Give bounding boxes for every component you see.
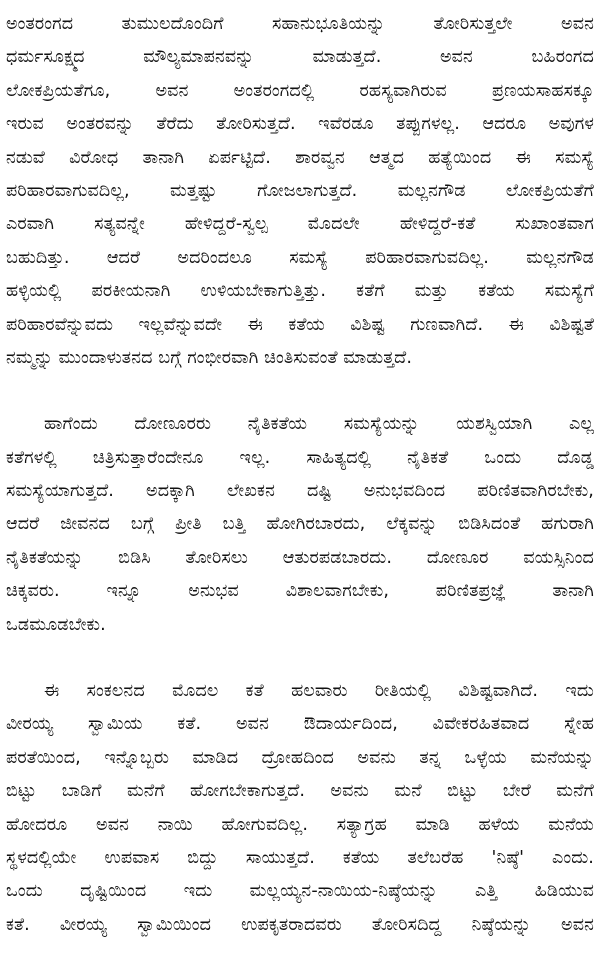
text-line: ಧರ್ಮಸೂಕ್ಷ್ಮದ ಮೌಲ್ಯಮಾಪನವನ್ನು ಮಾಡುತ್ತದೆ. ಅವನ ಬಹಿರಂಗದ: [6, 47, 594, 68]
text-line: ಒಡಮೂಡಬೇಕು.: [6, 614, 106, 635]
text-line: ಲೋಕಪ್ರಿಯತೆಗೂ, ಅವನ ಅಂತರಂಗದಲ್ಲಿ ರಹಸ್ಯವಾಗಿರುವ ಪ್ರಣಯಸಾಹಸಕ್ಕೂ: [6, 80, 594, 101]
paragraph-spacer: [6, 642, 594, 675]
text-line: ಹೋದರೂ ಅವನ ನಾಯಿ ಹೋಗುವದಿಲ್ಲ. ಸತ್ಯಾಗ್ರಹ ಮಾಡಿ ಹಳೆಯ ಮನೆಯ: [6, 814, 594, 835]
text-line: ಕತೆ. ವೀರಯ್ಯ ಸ್ವಾಮಿಯಿಂದ ಉಪಕೃತರಾದವರು ತೋರಿಸದಿದ್ದ ನಿಷ್ಠೆಯನ್ನು ಅವನ: [6, 914, 594, 935]
text-line: ಆದರೆ ಜೀವನದ ಬಗ್ಗೆ ಪ್ರೀತಿ ಬತ್ತಿ ಹೋಗಿರಬಾರದು, ಲೆಕ್ಕವನ್ನು ಬಿಡಿಸಿದಂತೆ ಹಗುರಾಗಿ: [6, 514, 594, 535]
text-line: ನೈತಿಕತೆಯನ್ನು ಬಿಡಿಸಿ ತೋರಿಸಲು ಆತುರಪಡಬಾರದು. ದೋಣೂರ ವಯಸ್ಸಿನಿಂದ: [6, 547, 594, 568]
text-line: ಇರುವ ಅಂತರವನ್ನು ತೆರೆದು ತೋರಿಸುತ್ತದೆ. ಇವೆರಡೂ ತಪ್ಪುಗಳಲ್ಲ. ಆದರೂ ಅವುಗಳ: [6, 114, 594, 135]
text-line: ಪರಿಹಾರವೆನ್ನುವದು ಇಲ್ಲವೆನ್ನುವದೇ ಈ ಕತೆಯ ವಿಶಿಷ್ಟ ಗುಣವಾಗಿದೆ. ಈ ವಿಶಿಷ್ಟತೆ: [6, 314, 594, 335]
text-line: ಸ್ಥಳದಲ್ಲಿಯೇ ಉಪವಾಸ ಬಿದ್ದು ಸಾಯುತ್ತದೆ. ಕತೆಯ ತಲೆಬರೆಹ 'ನಿಷ್ಠೆ' ಎಂದು.: [6, 847, 594, 868]
text-line: ಸಮಸ್ಯೆಯಾಗುತ್ತದೆ. ಅದಕ್ಕಾಗಿ ಲೇಖಕನ ದಷ್ಟಿ ಅನುಭವದಿಂದ ಪರಿಣಿತವಾಗಿರಬೇಕು,: [6, 481, 594, 502]
paragraph-spacer: [6, 375, 594, 408]
paragraph-1: [6, 8, 594, 375]
text-line: ಎರವಾಗಿ ಸತ್ಯವನ್ನೇ ಹೇಳಿದ್ದರೆ-ಸ್ವಲ್ಪ ಮೊದಲೇ ಹೇಳಿದ್ದರೆ-ಕತೆ ಸುಖಾಂತವಾಗ: [6, 214, 594, 235]
text-line: ವೀರಯ್ಯ ಸ್ವಾಮಿಯ ಕತೆ. ಅವನ ಔದಾರ್ಯದಿಂದ, ವಿವೇಕರಹಿತವಾದ ಸ್ನೇಹ: [6, 714, 594, 735]
text-line: ಈ ಸಂಕಲನದ ಮೊದಲ ಕತೆ ಹಲವಾರು ರೀತಿಯಲ್ಲಿ ವಿಶಿಷ್ಟವಾಗಿದೆ. ಇದು: [44, 681, 594, 702]
paragraph-3: [6, 675, 594, 942]
text-line: ಹಳ್ಳಿಯಲ್ಲಿ ಪರಕೀಯನಾಗಿ ಉಳಿಯಬೇಕಾಗುತ್ತಿತ್ತು. ಕತೆಗೆ ಮತ್ತು ಕತೆಯ ಸಮಸ್ಯೆಗೆ: [6, 281, 594, 302]
text-line: ನಮ್ಮನ್ನು ಮುಂದಾಳುತನದ ಬಗ್ಗೆ ಗಂಭೀರವಾಗಿ ಚಿಂತಿಸುವಂತೆ ಮಾಡುತ್ತದೆ.: [6, 347, 413, 368]
text-line: ಬಹುದಿತ್ತು. ಆದರೆ ಅದರಿಂದಲೂ ಸಮಸ್ಯೆ ಪರಿಹಾರವಾಗುವದಿಲ್ಲ. ಮಲ್ಲನಗೌಡ: [6, 247, 594, 268]
paragraph-2: [6, 408, 594, 642]
text-line: ಒಂದು ದೃಷ್ಟಿಯಿಂದ ಇದು ಮಲ್ಲಯ್ಯನ-ನಾಯಿಯ-ನಿಷ್ಠೆಯನ್ನು ಎತ್ತಿ ಹಿಡಿಯುವ: [6, 881, 594, 902]
text-line: ಚಿಕ್ಕವರು. ಇನ್ನೂ ಅನುಭವ ವಿಶಾಲವಾಗಬೇಕು, ಪರಿಣಿತಪ್ರಜ್ಞೆ ತಾನಾಗಿ: [6, 581, 594, 602]
text-line: ಕತೆಗಳಲ್ಲಿ ಚಿತ್ರಿಸುತ್ತಾರೆಂದೇನೂ ಇಲ್ಲ. ಸಾಹಿತ್ಯದಲ್ಲಿ ನೈತಿಕತೆ ಒಂದು ದೊಡ್ಡ: [6, 447, 594, 468]
text-line: ಬಿಟ್ಟು ಬಾಡಿಗೆ ಮನೆಗೆ ಹೋಗಬೇಕಾಗುತ್ತದೆ. ಅವನು ಮನೆ ಬಿಟ್ಟು ಬೇರೆ ಮನೆಗೆ: [6, 781, 594, 802]
text-line: ಪರಿಹಾರವಾಗುವದಿಲ್ಲ, ಮತ್ತಷ್ಟು ಗೋಜಲಾಗುತ್ತದೆ. ಮಲ್ಲನಗೌಡ ಲೋಕಪ್ರಿಯತೆಗೆ: [6, 180, 594, 201]
text-line: ಅಂತರಂಗದ ತುಮುಲದೊಂದಿಗೆ ಸಹಾನುಭೂತಿಯನ್ನು ತೋರಿಸುತ್ತಲೇ ಅವನ: [6, 14, 594, 34]
text-line: ನಡುವೆ ವಿರೋಧ ತಾನಾಗಿ ಏರ್ಪಟ್ಟಿದೆ. ಶಾರವ್ವನ ಆತ್ಮದ ಹತ್ಯೆಯಿಂದ ಈ ಸಮಸ್ಯೆ: [6, 147, 594, 168]
text-line: ಹಾಗೆಂದು ದೋಣೂರರು ನೈತಿಕತೆಯ ಸಮಸ್ಯೆಯನ್ನು ಯಶಸ್ವಿಯಾಗಿ ಎಲ್ಲ: [44, 414, 594, 435]
text-line: ಪರತೆಯಿಂದ, ಇನ್ನೊಬ್ಬರು ಮಾಡಿದ ದ್ರೋಹದಿಂದ ಅವನು ತನ್ನ ಒಳ್ಳೆಯ ಮನೆಯನ್ನು: [6, 747, 594, 768]
